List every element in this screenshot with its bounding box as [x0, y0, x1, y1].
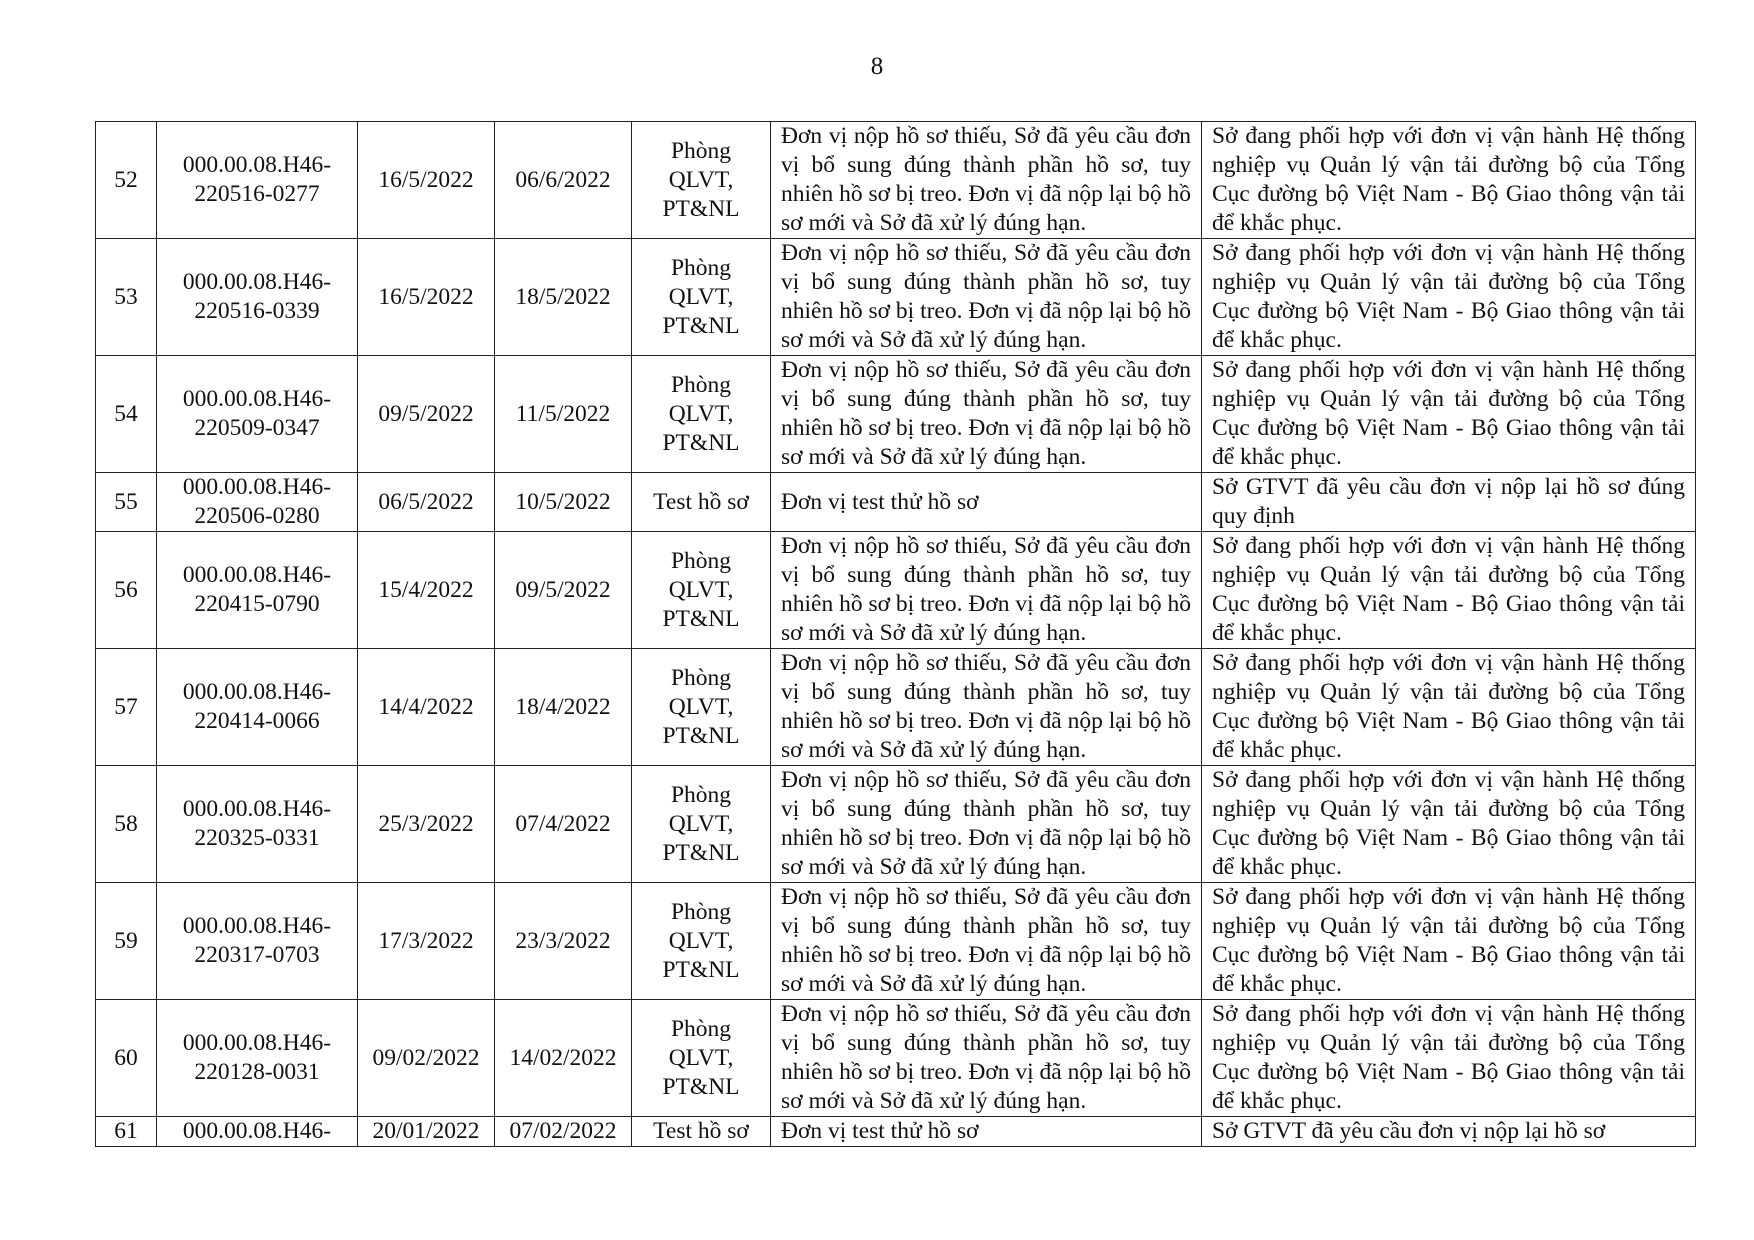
record-code-line: 220516-0339	[194, 298, 320, 324]
due-date: 09/5/2022	[515, 576, 611, 603]
row-number: 55	[114, 488, 138, 515]
department-line: Phòng	[670, 547, 732, 574]
due-date: 23/3/2022	[515, 927, 611, 954]
reason-cell	[771, 766, 1202, 883]
row-number: 61	[114, 1118, 138, 1144]
reason-cell	[771, 122, 1202, 239]
department-cell	[632, 239, 771, 356]
records-table-body	[96, 122, 1696, 1147]
reason-text: Đơn vị nộp hồ sơ thiếu, Sở đã yêu cầu đơn vị bổ sung đúng thành phần hồ sơ, tuy nhiên hồ sơ bị treo. Đơn vị đã nộp lại bộ hồ sơ mới và Sở đã xử lý đúng hạn.	[781, 240, 1191, 353]
record-code-line: 000.00.08.H46-	[182, 1118, 332, 1144]
received-date-cell	[358, 532, 495, 649]
department-line: Phòng	[670, 137, 732, 164]
record-code-cell	[157, 649, 358, 766]
row-number: 54	[114, 400, 138, 427]
result-cell	[1202, 1000, 1696, 1117]
due-date: 07/4/2022	[515, 810, 611, 837]
reason-cell	[771, 473, 1202, 532]
department-line: QLVT,	[668, 1044, 734, 1071]
row-number: 59	[114, 927, 138, 954]
department-line: Phòng	[670, 664, 732, 691]
department-line: PT&NL	[662, 605, 740, 632]
reason-cell	[771, 239, 1202, 356]
row-number-cell	[96, 532, 157, 649]
row-number: 58	[114, 810, 138, 837]
row-number-cell	[96, 649, 157, 766]
table-row	[96, 649, 1696, 766]
record-code-cell	[157, 883, 358, 1000]
table-row	[96, 532, 1696, 649]
result-cell	[1202, 473, 1696, 532]
table-row	[96, 883, 1696, 1000]
record-code-line: 220325-0331	[194, 825, 320, 851]
table-row	[96, 356, 1696, 473]
table-row	[96, 122, 1696, 239]
record-code-line: 000.00.08.H46-	[182, 679, 332, 705]
result-cell	[1202, 122, 1696, 239]
result-text: Sở đang phối hợp với đơn vị vận hành Hệ thống nghiệp vụ Quản lý vận tải đường bộ của Tổng Cục đường bộ Việt Nam - Bộ Giao thông vận tải để khắc phục.	[1212, 533, 1685, 646]
row-number: 52	[114, 166, 138, 193]
department-line: QLVT,	[668, 166, 734, 193]
record-code-line: 220506-0280	[194, 503, 320, 529]
department-line: Phòng	[670, 254, 732, 281]
department-cell	[632, 766, 771, 883]
due-date-cell	[495, 1117, 632, 1147]
record-code-line: 220414-0066	[194, 708, 320, 734]
result-text: Sở đang phối hợp với đơn vị vận hành Hệ thống nghiệp vụ Quản lý vận tải đường bộ của Tổng Cục đường bộ Việt Nam - Bộ Giao thông vận tải để khắc phục.	[1212, 767, 1685, 880]
row-number-cell	[96, 766, 157, 883]
due-date-cell	[495, 473, 632, 532]
department-cell	[632, 649, 771, 766]
row-number: 53	[114, 283, 138, 310]
result-cell	[1202, 883, 1696, 1000]
department-line: QLVT,	[668, 400, 734, 427]
received-date: 20/01/2022	[372, 1118, 480, 1144]
records-table	[95, 121, 1696, 1147]
department-cell	[632, 356, 771, 473]
received-date-cell	[358, 122, 495, 239]
due-date-cell	[495, 532, 632, 649]
result-text: Sở đang phối hợp với đơn vị vận hành Hệ thống nghiệp vụ Quản lý vận tải đường bộ của Tổng Cục đường bộ Việt Nam - Bộ Giao thông vận tải để khắc phục.	[1212, 123, 1685, 236]
result-text: Sở đang phối hợp với đơn vị vận hành Hệ thống nghiệp vụ Quản lý vận tải đường bộ của Tổng Cục đường bộ Việt Nam - Bộ Giao thông vận tải để khắc phục.	[1212, 1001, 1685, 1114]
row-number: 57	[114, 693, 138, 720]
reason-text: Đơn vị nộp hồ sơ thiếu, Sở đã yêu cầu đơn vị bổ sung đúng thành phần hồ sơ, tuy nhiên hồ sơ bị treo. Đơn vị đã nộp lại bộ hồ sơ mới và Sở đã xử lý đúng hạn.	[781, 1001, 1191, 1114]
table-row	[96, 239, 1696, 356]
department-line: PT&NL	[662, 839, 740, 866]
department-cell	[632, 1000, 771, 1117]
record-code-cell	[157, 532, 358, 649]
department-cell	[632, 473, 771, 532]
received-date: 06/5/2022	[378, 488, 474, 515]
result-text: Sở đang phối hợp với đơn vị vận hành Hệ thống nghiệp vụ Quản lý vận tải đường bộ của Tổng Cục đường bộ Việt Nam - Bộ Giao thông vận tải để khắc phục.	[1212, 884, 1685, 997]
due-date-cell	[495, 649, 632, 766]
due-date-cell	[495, 766, 632, 883]
reason-text: Đơn vị nộp hồ sơ thiếu, Sở đã yêu cầu đơn vị bổ sung đúng thành phần hồ sơ, tuy nhiên hồ sơ bị treo. Đơn vị đã nộp lại bộ hồ sơ mới và Sở đã xử lý đúng hạn.	[781, 123, 1191, 236]
received-date-cell	[358, 649, 495, 766]
department-line: PT&NL	[662, 956, 740, 983]
row-number-cell	[96, 122, 157, 239]
record-code-line: 000.00.08.H46-	[182, 562, 332, 588]
due-date: 11/5/2022	[515, 400, 611, 427]
row-number-cell	[96, 239, 157, 356]
department-line: QLVT,	[668, 693, 734, 720]
received-date: 09/5/2022	[378, 400, 474, 427]
record-code-line: 000.00.08.H46-	[182, 152, 332, 178]
table-row	[96, 766, 1696, 883]
department-cell	[632, 532, 771, 649]
due-date-cell	[495, 1000, 632, 1117]
record-code-cell	[157, 1117, 358, 1147]
due-date-cell	[495, 122, 632, 239]
reason-text: Đơn vị nộp hồ sơ thiếu, Sở đã yêu cầu đơn vị bổ sung đúng thành phần hồ sơ, tuy nhiên hồ sơ bị treo. Đơn vị đã nộp lại bộ hồ sơ mới và Sở đã xử lý đúng hạn.	[781, 650, 1191, 763]
result-text: Sở GTVT đã yêu cầu đơn vị nộp lại hồ sơ đúng quy định	[1212, 474, 1685, 529]
department-line: QLVT,	[668, 576, 734, 603]
due-date-cell	[495, 239, 632, 356]
reason-text: Đơn vị nộp hồ sơ thiếu, Sở đã yêu cầu đơn vị bổ sung đúng thành phần hồ sơ, tuy nhiên hồ sơ bị treo. Đơn vị đã nộp lại bộ hồ sơ mới và Sở đã xử lý đúng hạn.	[781, 767, 1191, 880]
row-number-cell	[96, 1000, 157, 1117]
result-cell	[1202, 356, 1696, 473]
record-code-cell	[157, 1000, 358, 1117]
received-date: 09/02/2022	[372, 1044, 480, 1071]
record-code-line: 220128-0031	[194, 1059, 320, 1085]
reason-cell	[771, 649, 1202, 766]
received-date-cell	[358, 1000, 495, 1117]
reason-cell	[771, 883, 1202, 1000]
reason-cell	[771, 1117, 1202, 1147]
record-code-line: 220516-0277	[194, 181, 320, 207]
record-code-line: 000.00.08.H46-	[182, 913, 332, 939]
record-code-cell	[157, 356, 358, 473]
record-code-line: 000.00.08.H46-	[182, 1030, 332, 1056]
record-code-line: 220415-0790	[194, 591, 320, 617]
result-text: Sở đang phối hợp với đơn vị vận hành Hệ thống nghiệp vụ Quản lý vận tải đường bộ của Tổng Cục đường bộ Việt Nam - Bộ Giao thông vận tải để khắc phục.	[1212, 240, 1685, 353]
received-date-cell	[358, 473, 495, 532]
result-text: Sở đang phối hợp với đơn vị vận hành Hệ thống nghiệp vụ Quản lý vận tải đường bộ của Tổng Cục đường bộ Việt Nam - Bộ Giao thông vận tải để khắc phục.	[1212, 650, 1685, 763]
table-row	[96, 473, 1696, 532]
received-date: 16/5/2022	[378, 283, 474, 310]
department-line: Phòng	[670, 781, 732, 808]
received-date-cell	[358, 1117, 495, 1147]
table-row	[96, 1117, 1696, 1147]
record-code-line: 000.00.08.H46-	[182, 796, 332, 822]
department-line: QLVT,	[668, 927, 734, 954]
record-code-line: 220509-0347	[194, 415, 320, 441]
result-text: Sở GTVT đã yêu cầu đơn vị nộp lại hồ sơ	[1212, 1118, 1606, 1144]
reason-cell	[771, 532, 1202, 649]
department-line: Test hồ sơ	[653, 488, 749, 515]
row-number-cell	[96, 1117, 157, 1147]
reason-text: Đơn vị nộp hồ sơ thiếu, Sở đã yêu cầu đơn vị bổ sung đúng thành phần hồ sơ, tuy nhiên hồ sơ bị treo. Đơn vị đã nộp lại bộ hồ sơ mới và Sở đã xử lý đúng hạn.	[781, 357, 1191, 470]
record-code-line: 220317-0703	[194, 942, 320, 968]
received-date-cell	[358, 356, 495, 473]
department-cell	[632, 122, 771, 239]
due-date: 06/6/2022	[515, 166, 611, 193]
result-cell	[1202, 239, 1696, 356]
row-number-cell	[96, 356, 157, 473]
department-line: QLVT,	[668, 283, 734, 310]
reason-text: Đơn vị test thử hồ sơ	[781, 488, 979, 515]
received-date: 16/5/2022	[378, 166, 474, 193]
table-row	[96, 1000, 1696, 1117]
result-cell	[1202, 766, 1696, 883]
due-date: 14/02/2022	[509, 1044, 617, 1071]
department-line: PT&NL	[662, 429, 740, 456]
department-line: PT&NL	[662, 312, 740, 339]
received-date: 14/4/2022	[378, 693, 474, 720]
department-line: Phòng	[670, 898, 732, 925]
department-line: Test hồ sơ	[653, 1118, 749, 1144]
department-line: PT&NL	[662, 195, 740, 222]
result-cell	[1202, 532, 1696, 649]
record-code-cell	[157, 122, 358, 239]
reason-text: Đơn vị nộp hồ sơ thiếu, Sở đã yêu cầu đơn vị bổ sung đúng thành phần hồ sơ, tuy nhiên hồ sơ bị treo. Đơn vị đã nộp lại bộ hồ sơ mới và Sở đã xử lý đúng hạn.	[781, 884, 1191, 997]
result-text: Sở đang phối hợp với đơn vị vận hành Hệ thống nghiệp vụ Quản lý vận tải đường bộ của Tổng Cục đường bộ Việt Nam - Bộ Giao thông vận tải để khắc phục.	[1212, 357, 1685, 470]
received-date-cell	[358, 766, 495, 883]
record-code-line: 000.00.08.H46-	[182, 386, 332, 412]
record-code-cell	[157, 766, 358, 883]
due-date: 18/5/2022	[515, 283, 611, 310]
result-cell	[1202, 1117, 1696, 1147]
due-date-cell	[495, 356, 632, 473]
record-code-line: 000.00.08.H46-	[182, 269, 332, 295]
record-code-line: 000.00.08.H46-	[182, 474, 332, 500]
received-date: 15/4/2022	[378, 576, 474, 603]
due-date: 07/02/2022	[509, 1118, 617, 1144]
received-date-cell	[358, 883, 495, 1000]
result-cell	[1202, 649, 1696, 766]
record-code-cell	[157, 473, 358, 532]
department-line: PT&NL	[662, 722, 740, 749]
department-cell	[632, 1117, 771, 1147]
reason-cell	[771, 1000, 1202, 1117]
received-date: 25/3/2022	[378, 810, 474, 837]
department-line: QLVT,	[668, 810, 734, 837]
received-date: 17/3/2022	[378, 927, 474, 954]
due-date: 10/5/2022	[515, 488, 611, 515]
reason-cell	[771, 356, 1202, 473]
record-code-cell	[157, 239, 358, 356]
reason-text: Đơn vị test thử hồ sơ	[781, 1118, 979, 1144]
row-number-cell	[96, 883, 157, 1000]
received-date-cell	[358, 239, 495, 356]
row-number: 56	[114, 576, 138, 603]
reason-text: Đơn vị nộp hồ sơ thiếu, Sở đã yêu cầu đơn vị bổ sung đúng thành phần hồ sơ, tuy nhiên hồ sơ bị treo. Đơn vị đã nộp lại bộ hồ sơ mới và Sở đã xử lý đúng hạn.	[781, 533, 1191, 646]
department-line: Phòng	[670, 1015, 732, 1042]
row-number-cell	[96, 473, 157, 532]
due-date-cell	[495, 883, 632, 1000]
department-line: PT&NL	[662, 1073, 740, 1100]
department-cell	[632, 883, 771, 1000]
page-number: 8	[870, 53, 884, 80]
department-line: Phòng	[670, 371, 732, 398]
row-number: 60	[114, 1044, 138, 1071]
due-date: 18/4/2022	[515, 693, 611, 720]
